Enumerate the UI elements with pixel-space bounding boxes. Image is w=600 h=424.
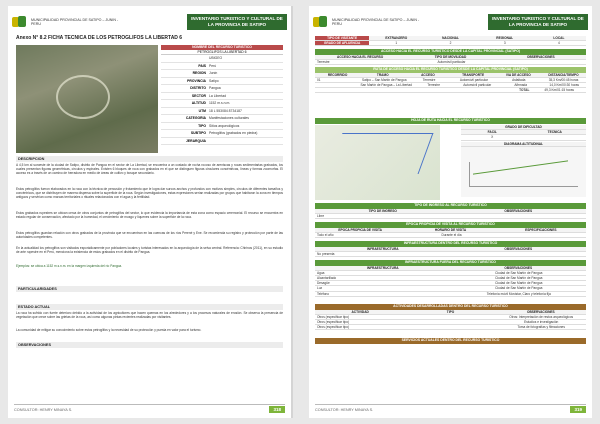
route-sheet-bar: HOJA DE RUTA HACIA EL RECURSO TURISTICO <box>315 118 586 124</box>
page-divider <box>291 6 293 418</box>
municipality-logo-icon <box>12 15 28 29</box>
page-footer <box>14 404 285 414</box>
consultant-name: CONSULTOR: HENRY MINAYA S. <box>14 407 73 412</box>
descripcion-paragraph-4: Estos petroglifos guardan relación con otros grabados de la provincia que se encuentran en las cuencas de los ríos Perené y Ene. Se recomienda su registro y protección por parte de las autoridades competentes. <box>16 231 283 239</box>
route-table <box>315 67 586 93</box>
info-row: REGION Junín <box>161 70 283 78</box>
visitor-type-table <box>315 36 586 46</box>
municipality-logo-icon <box>313 15 329 29</box>
consultant-name-right: CONSULTOR: HENRY MINAYA S. <box>315 407 374 412</box>
inventory-banner-right: INVENTARIO TURISTICO Y CULTURAL DE LA PROVINCIA DE SATIPO <box>488 14 588 30</box>
activities-table: ACTIVIDADES DESARROLLADAS DENTRO DEL RECURSO TURISTICO ACTIVIDAD TIPO OBSERVACIONES Otros (especificar tipo) Otros: Interpretación de restos arqueológicos Otros (especificar tipo) Estudios e investigación Otros (especificar tipo) Toma de fotografías y filmaciones <box>315 304 586 330</box>
info-row: SUBTIPO Petroglifos (grabados en piedra) <box>161 130 283 138</box>
services-bar: SERVICIOS ACTUALES DENTRO DEL RECURSO TURISTICO <box>315 338 586 344</box>
infra-outside-table: INFRAESTRUCTURA FUERA DEL RECURSO TURISTICO INFRAESTRUCTURA OBSERVACIONES Agua Ciudad de San Martín de Pangoa Alcantarillado Ciudad de San Martín de Pangoa Desagüe Ciudad de San Martín de Pangoa Luz Ciudad de San Martín de Pangoa Teléfono Telefonía móvil Movistar, Claro y telefonía fija <box>315 260 586 297</box>
descripcion-paragraph-3: Estos grabados rupestres se ubican cerca de otros conjuntos de petroglifos del sector, lo que evidencia la importancia de esta zona como espacio ceremonial. El recurso se encuentra en estado regular de conservación, afectado por la humedad, el crecimiento de musgo y líquenes sobre la superficie de la roca. <box>16 211 283 219</box>
access-bar: ACCESO HACIA EL RECURSO TURISTICO DESDE LA CAPITAL PROVINCIAL (SATIPO) <box>315 49 586 55</box>
ejemplo-line: Ejemplos: se ubica a 1152 m.s.n.m. en la margen izquierda del río Pangoa. <box>16 264 123 268</box>
page-header <box>12 12 287 32</box>
info-subtitle: PETROGLIFOS LA LIBERTAD 6 <box>161 50 283 55</box>
route-bar: RUTA DE ACCESO HACIA EL RECURSO TURISTICO DESDE LA CAPITAL PROVINCIAL (SATIPO) <box>315 67 586 73</box>
descripcion-paragraph-1: A 4,5 km al suroeste de la ciudad de Satipo, distrito de Pangoa en el sector de La Libertad, se encuentra a un costado de rocha rocoso de areniscas y rocas sedimentarias grabados, los cuales presentan figuras geométricas, círculos y espirales. Existen 6 bloques de roca con grabados en el que se distinguen figuras circulares concéntricas, líneas y formas zoomorfas. El acceso es a través de un camino de herradura en medio de áreas de cultivo y bosque secundario. <box>16 163 283 175</box>
info-row: UBIGEO <box>161 55 283 63</box>
activity-row: Otros (especificar tipo) Otros: Interpretación de restos arqueológicos <box>315 315 586 320</box>
info-header: NOMBRE DEL RECURSO TURISTICO <box>161 45 283 50</box>
infra-row: Agua Ciudad de San Martín de Pangoa <box>315 271 586 276</box>
altitude-diagram <box>461 147 586 197</box>
visitor-type-header: TIPO DE VISITANTE EXTRANJERO NACIONAL REGIONAL LOCAL <box>315 36 586 41</box>
particularidades-heading: PARTICULARIDADES <box>16 286 283 292</box>
page-title: Anexo N° 8.2 FICHA TECNICA DE LOS PETROGLIFOS LA LIBERTAD 6 <box>16 35 183 41</box>
resource-info-table <box>161 45 283 145</box>
info-row: UTM 18 L 553084 8734187 <box>161 108 283 116</box>
estado-paragraph-1: La roca ha sufrido con fuerte deterioro debido a la actividad de los agricultores que hacen quemas en los alrededores y a los procesos naturales de erosión. Se observa la presencia de vegetación que crece sobre las grietas de la roca, así como algunas pintas recientes realizadas por visitantes. <box>16 311 283 319</box>
observaciones-heading: OBSERVACIONES <box>16 342 283 348</box>
visit-season-table: EPOCA PROPICIA DE VISITA AL RECURSO TURISTICO EPOCA PROPICIA DE VISITA HORARIO DE VISITA ESPECIFICACIONES Todo el año Durante el día <box>315 222 586 238</box>
info-row: CATEGORIA Manifestaciones culturales <box>161 115 283 123</box>
info-row: TIPO Sitios arqueológicos <box>161 123 283 131</box>
estado-actual-heading: ESTADO ACTUAL <box>16 304 283 310</box>
municipality-name-right: MUNICIPALIDAD PROVINCIAL DE SATIPO – JUNIN - PERU <box>332 18 420 26</box>
infra-row: Teléfono Telefonía móvil Movistar, Claro y telefonía fija <box>315 292 586 297</box>
descripcion-paragraph-5: En la actualidad los petroglifos son visitados esporádicamente por pobladores locales y turistas interesados en la arqueología de la selva central. Referencia: Chirinos (2011), en su estudio de arte rupestre en el Perú, menciona la existencia de estos grabados en el distrito de Pangoa. <box>16 246 283 254</box>
route-total-row: TOTAL 49,3 Km/01:15 horas <box>315 88 586 93</box>
infra-row: Luz Ciudad de San Martín de Pangoa <box>315 286 586 291</box>
descripcion-paragraph-2: Estos petroglifos fueron elaborados en la roca con la técnica de percusión y frotamiento que le logra dar surcos anchos y profundos con motivos simples, círculos de diferentes tamaños y concéntricos, que se distribuyen de manera dispersa sobre la superficie de la roca. Según investigaciones, estas expresiones serían realizadas por grupos que habitaron la zona en tiempos antiguos y servirían como marcas territoriales o rituales relacionados con el agua y la fertilidad. <box>16 187 283 199</box>
activity-row: Otros (especificar tipo) Toma de fotografías y filmaciones <box>315 325 586 330</box>
page-footer-right <box>315 404 586 414</box>
route-header: RECORRIDO TRAMO ACCESO TRANSPORTE VIA DE ACCESO DISTANCIA/TIEMPO <box>315 73 586 78</box>
difficulty-table: GRADO DE DIFICULTAD FACIL TECNICA X DIAGRAMA ALTITUDINAL <box>461 125 586 197</box>
info-row: ALTITUD 1152 m.s.n.m. <box>161 100 283 108</box>
page-number: 318 <box>269 406 285 413</box>
estado-paragraph-2: La comunidad de mitigar su conocimiento sobre estos petroglifos y la necesidad de su protección y puesta en valor para el turismo. <box>16 328 202 332</box>
petroglyph-photo <box>16 45 158 153</box>
infra-row: Alcantarillado Ciudad de San Martín de Pangoa <box>315 276 586 281</box>
infra-inside-table: INFRAESTRUCTURA DENTRO DEL RECURSO TURISTICO INFRAESTRUCTURA OBSERVACIONES No presenta <box>315 241 586 257</box>
inventory-banner: INVENTARIO TURISTICO Y CULTURAL DE LA PROVINCIA DE SATIPO <box>187 14 287 30</box>
route-map <box>315 125 440 200</box>
info-row: SECTOR La Libertad <box>161 93 283 101</box>
info-row: PAIS Perú <box>161 63 283 71</box>
left-page <box>8 6 291 418</box>
info-row: JERARQUIA <box>161 138 283 146</box>
route-row: San Martín de Pangoa – La Libertad Terrestre Automóvil particular Afirmada 14,0 Km/00:30 horas <box>315 83 586 88</box>
infra-row: Desagüe Ciudad de San Martín de Pangoa <box>315 281 586 286</box>
municipality-name: MUNICIPALIDAD PROVINCIAL DE SATIPO – JUNIN - PERU <box>31 18 119 26</box>
activity-row: Otros (especificar tipo) Estudios e investigación <box>315 320 586 325</box>
entry-type-table: TIPO DE INGRESO AL RECURSO TURISTICO TIPO DE INGRESO OBSERVACIONES Libre <box>315 203 586 219</box>
access-table: ACCESO HACIA EL RECURSO TURISTICO DESDE LA CAPITAL PROVINCIAL (SATIPO) ACCESO HACIA EL RECURSO TIPO DE MOVILIDAD OBSERVACIONES Terrestre Automóvil particular <box>315 49 586 65</box>
right-page <box>309 6 592 418</box>
info-row: DISTRITO Pangoa <box>161 85 283 93</box>
page-header-right <box>313 12 588 32</box>
page-number-right: 319 <box>570 406 586 413</box>
descripcion-heading: DESCRIPCION <box>16 156 283 162</box>
route-row: 01 Satipo – San Martín de Pangoa Terrestre Automóvil particular Asfaltada 35,3 Km/00:45 horas <box>315 78 586 83</box>
visitor-affluence-row: GRADO DE AFLUENCIA 1 2 3 4 <box>315 41 586 46</box>
info-row: PROVINCIA Satipo <box>161 78 283 86</box>
